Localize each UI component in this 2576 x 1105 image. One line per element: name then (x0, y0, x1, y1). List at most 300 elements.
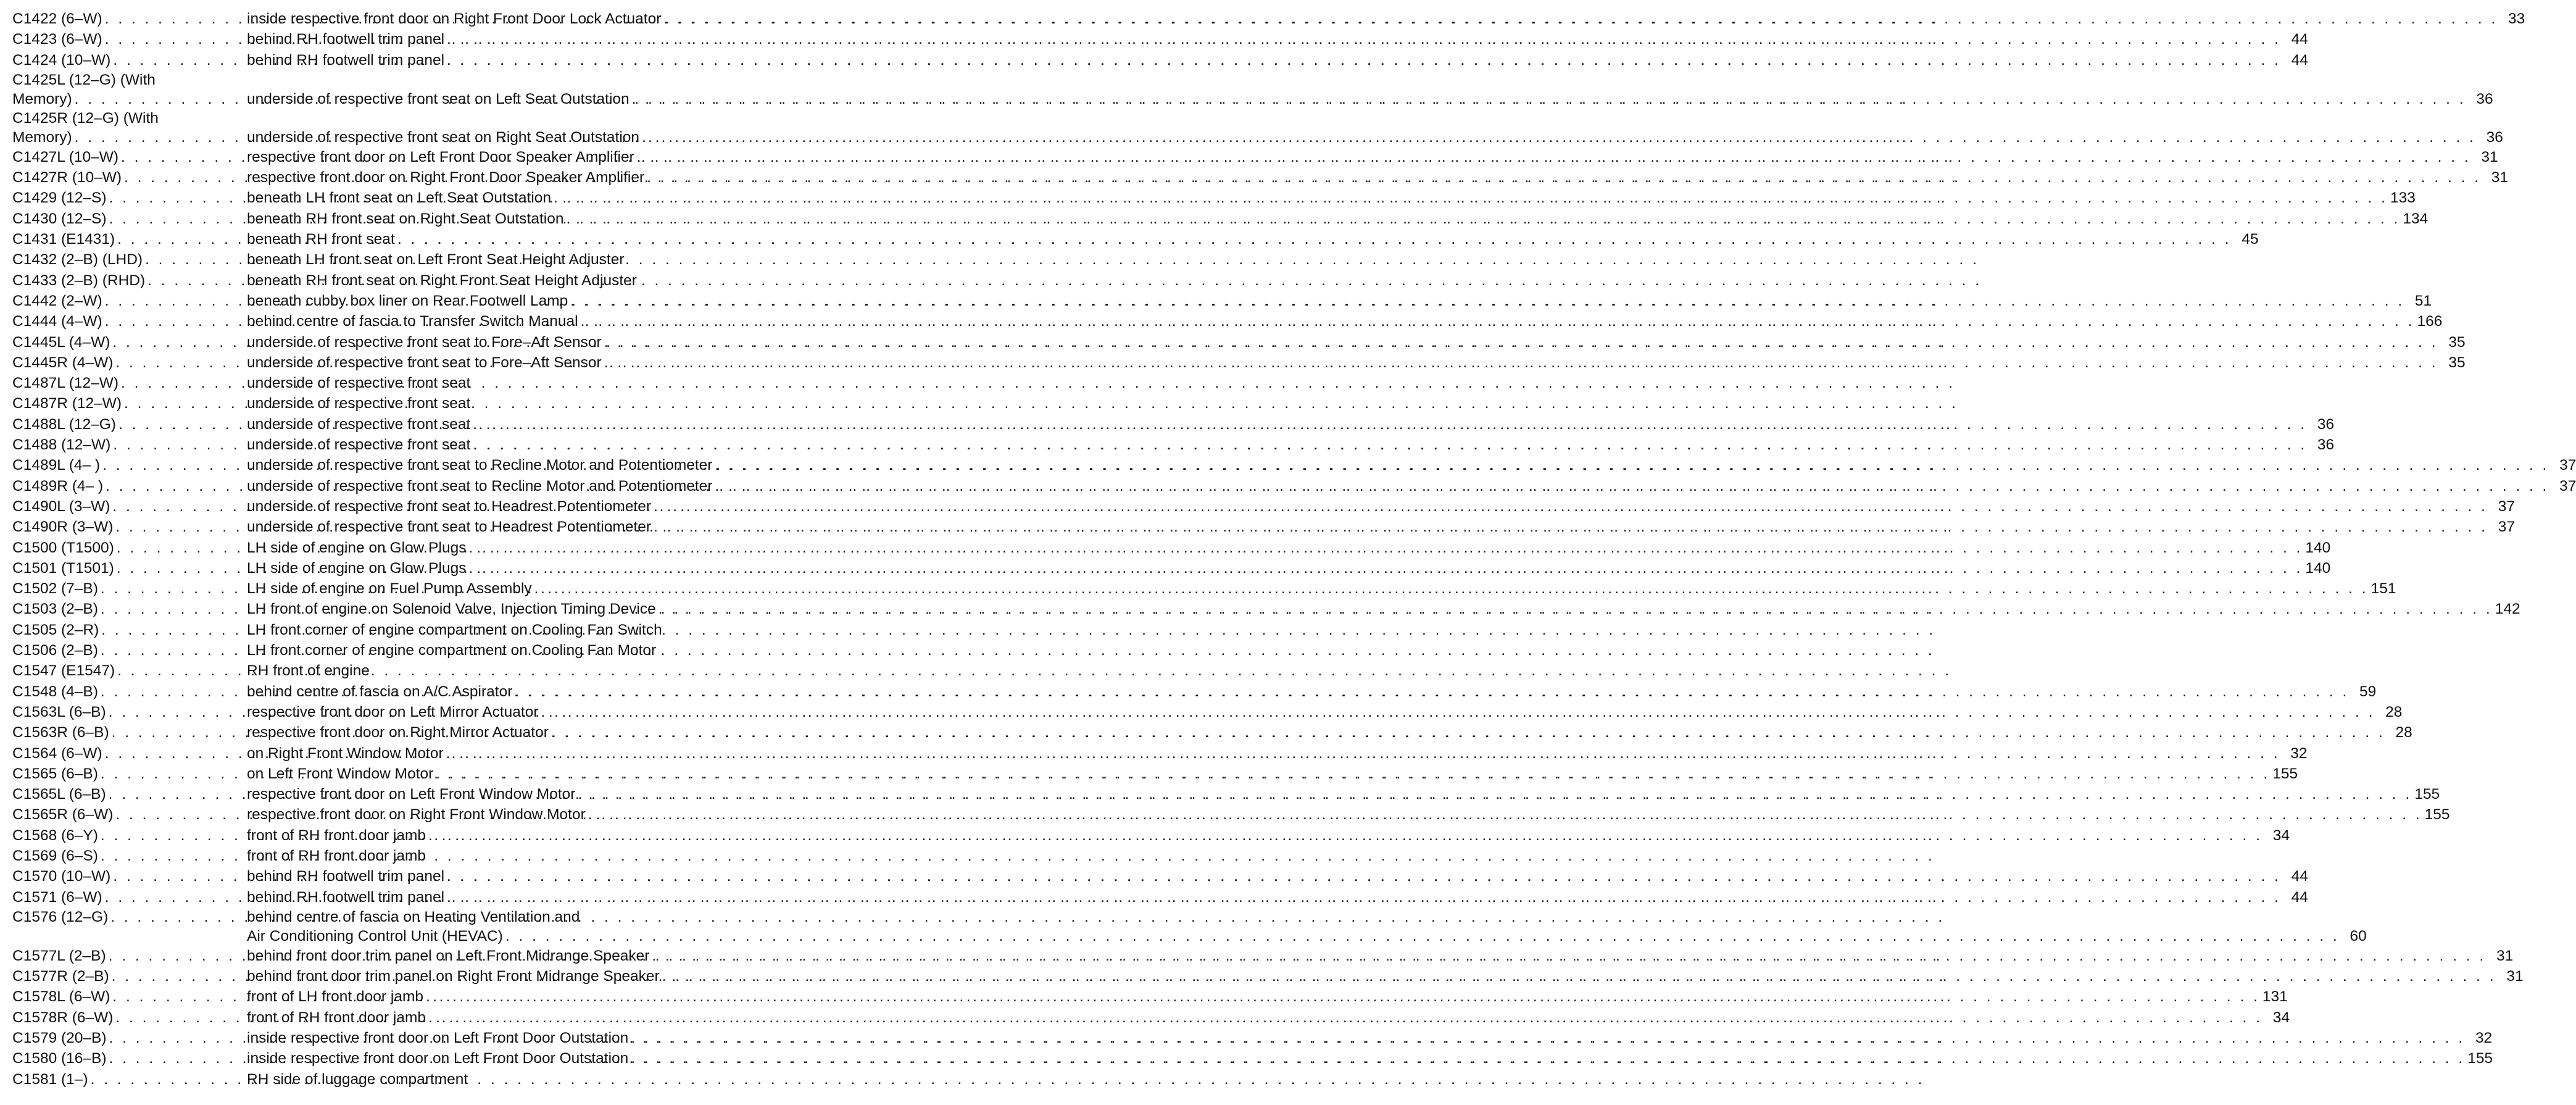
location-text: respective front door on Right Mirror Actuator (247, 724, 549, 741)
index-row (12, 291, 2432, 311)
location-text: behind RH footwell trim panel (247, 868, 445, 885)
location-line (247, 517, 2515, 537)
location-line (247, 1007, 2290, 1028)
connector-line (12, 966, 247, 986)
location-column (247, 393, 802, 414)
location-column (247, 907, 2367, 946)
connector-id: C1579 (20–B) (12, 1030, 107, 1047)
index-row (12, 620, 802, 640)
location-column (247, 229, 2259, 249)
index-row (12, 743, 2308, 764)
dot-leader (588, 804, 2422, 825)
location-column (247, 29, 2308, 49)
location-line (247, 846, 802, 866)
page-number: 155 (2272, 765, 2298, 782)
location-column (247, 558, 2330, 578)
location-text: beneath LH front seat on Left Seat Outstation (247, 190, 552, 207)
connector-line (12, 373, 247, 393)
location-line (247, 229, 2259, 249)
location-text: underside of respective front seat to Recline Motor and Potentiometer (247, 477, 713, 494)
location-text: respective front door on Right Front Door Speaker Amplifier (247, 169, 645, 186)
connector-id: C1506 (2–B) (12, 642, 98, 659)
index-row (12, 966, 2524, 986)
index-row (12, 435, 2335, 455)
location-line (247, 620, 802, 640)
index-row (12, 517, 2515, 537)
connector-line (12, 188, 247, 208)
index-row (12, 311, 2443, 332)
connector-column (12, 907, 247, 927)
connector-column (12, 866, 247, 886)
connector-line (12, 743, 247, 764)
location-line (247, 9, 2525, 29)
location-column (247, 167, 2508, 188)
dot-leader (541, 702, 2375, 722)
connector-id: C1503 (2–B) (12, 601, 98, 618)
connector-id: C1430 (12–S) (12, 210, 107, 227)
page-number: 131 (2262, 988, 2288, 1006)
location-column (247, 866, 2308, 886)
location-column (247, 352, 2466, 373)
location-line (247, 1028, 2492, 1048)
location-text: front of RH front door jamb (247, 1009, 426, 1026)
connector-line (12, 846, 247, 866)
dot-leader (654, 496, 2488, 517)
connector-column (12, 188, 247, 208)
connector-line (12, 907, 247, 927)
page-number: 59 (2359, 683, 2377, 700)
connector-column (12, 846, 247, 866)
location-line (247, 167, 2508, 188)
index-row (12, 476, 2576, 496)
index-row (12, 455, 2576, 475)
page-number: 33 (2508, 10, 2525, 27)
dot-leader (652, 946, 2486, 966)
dot-leader (428, 1007, 2262, 1028)
connector-id: C1547 (E1547) (12, 662, 115, 680)
location-text: behind RH footwell trim panel (247, 31, 445, 48)
location-line (247, 866, 2308, 886)
location-column (247, 249, 802, 270)
location-text-continued: Air Conditioning Control Unit (HEVAC) (247, 927, 503, 944)
connector-column (12, 661, 247, 681)
index-row (12, 393, 802, 414)
connector-column (12, 352, 247, 373)
connector-column (12, 29, 247, 49)
connector-column (12, 804, 247, 825)
index-row (12, 866, 2308, 886)
connector-column (12, 9, 247, 29)
connector-line (12, 50, 247, 70)
connector-id: C1577L (2–B) (12, 947, 106, 964)
dot-leader (426, 986, 2260, 1007)
location-column (247, 70, 2493, 109)
connector-column (12, 620, 247, 640)
connector-line (12, 764, 247, 784)
page-number: 32 (2290, 744, 2308, 762)
connector-line (12, 804, 247, 825)
page-number: 37 (2559, 457, 2576, 474)
connector-column (12, 332, 247, 352)
location-line (247, 496, 2515, 517)
connector-id: C1432 (2–B) (LHD) (12, 251, 143, 269)
location-column (247, 414, 2334, 435)
location-column (247, 946, 2513, 966)
connector-line (12, 946, 247, 966)
location-column (247, 1007, 2290, 1028)
index-row (12, 804, 2450, 825)
dot-leader (663, 9, 2498, 29)
location-column (247, 517, 2515, 537)
location-line (247, 476, 2576, 496)
connector-id: C1565L (6–B) (12, 786, 106, 803)
location-column (247, 332, 2466, 352)
index-row (12, 946, 2514, 966)
location-text: RH side of luggage compartment (247, 1070, 468, 1088)
dot-leader (551, 722, 2385, 743)
page-number: 155 (2424, 806, 2450, 824)
location-column (247, 578, 2396, 599)
dot-leader (570, 291, 2404, 311)
location-line (247, 804, 2450, 825)
location-line (247, 640, 802, 661)
connector-id: C1487R (12–W) (12, 395, 122, 412)
index-row (12, 496, 2515, 517)
connector-id: C1490L (3–W) (12, 498, 110, 515)
location-line (247, 270, 802, 291)
connector-column (12, 1028, 247, 1048)
connector-line (12, 1048, 247, 1069)
connector-column (12, 476, 247, 496)
index-row (12, 1048, 2493, 1069)
connector-line (12, 414, 247, 435)
location-text: underside of respective front seat (247, 395, 471, 412)
connector-id: C1548 (4–B) (12, 683, 98, 700)
connector-line (12, 249, 247, 270)
connector-column (12, 722, 247, 743)
connector-line (12, 682, 247, 702)
page-number: 142 (2495, 601, 2520, 618)
location-line (247, 907, 2367, 927)
page-number: 36 (2317, 436, 2335, 454)
location-line (247, 682, 2376, 702)
connector-id: C1564 (6–W) (12, 744, 102, 762)
page-number: 134 (2403, 210, 2429, 227)
location-column (247, 599, 2520, 619)
location-line (247, 743, 2308, 764)
index-row (12, 722, 2412, 743)
dot-leader (659, 599, 2493, 619)
location-text: respective front door on Left Front Window Motor (247, 786, 576, 803)
connector-id: C1578L (6–W) (12, 988, 110, 1006)
page-number: 44 (2291, 31, 2308, 48)
location-column (247, 476, 2576, 496)
dot-leader (578, 784, 2412, 804)
connector-line (12, 866, 247, 886)
index-row (12, 209, 2429, 229)
connector-id: C1563R (6–B) (12, 724, 109, 741)
dot-leader (554, 188, 2388, 208)
connector-line (12, 599, 247, 619)
page-number: 28 (2385, 703, 2403, 720)
connector-id: C1577R (2–B) (12, 968, 109, 985)
index-row (12, 986, 2288, 1007)
page-number: 28 (2395, 724, 2412, 741)
connector-line (12, 90, 247, 109)
connector-id: C1445L (4–W) (12, 333, 110, 351)
dot-leader (632, 90, 2466, 109)
location-text: behind RH footwell trim panel (247, 888, 445, 906)
page-number: 44 (2291, 868, 2308, 885)
connector-line (12, 352, 247, 373)
location-text: behind centre of fascia on Heating Ventilation and (247, 908, 580, 925)
connector-id: C1431 (E1431) (12, 231, 115, 248)
connector-line (12, 109, 247, 128)
connector-column (12, 558, 247, 578)
location-column (247, 640, 802, 661)
location-column (247, 109, 2503, 147)
index-row (12, 249, 802, 270)
index-row (12, 538, 2331, 558)
connector-column (12, 599, 247, 619)
index-row (12, 167, 2509, 188)
connector-line (12, 517, 247, 537)
location-column (247, 538, 2330, 558)
index-row (12, 784, 2440, 804)
dot-leader (631, 1048, 2465, 1069)
location-text: beneath RH front seat on Right Front Seat Height Adjuster (247, 272, 637, 289)
connector-id: C1569 (6–S) (12, 847, 98, 864)
dot-leader (515, 682, 2349, 702)
location-column (247, 620, 802, 640)
connector-id: C1565 (6–B) (12, 765, 98, 782)
index-row (12, 702, 2403, 722)
connector-column (12, 147, 247, 167)
location-line (247, 414, 2334, 435)
connector-line (12, 578, 247, 599)
location-column (247, 1069, 802, 1090)
dot-leader (642, 128, 2476, 147)
location-text: underside of respective front seat to Headrest Potentiometer (247, 519, 652, 536)
connector-line (12, 70, 247, 90)
connector-id: C1425R (12–G) (With (12, 109, 159, 127)
connector-column (12, 578, 247, 599)
connector-column (12, 538, 247, 558)
dot-leader (447, 50, 2281, 70)
page-number: 36 (2476, 90, 2493, 107)
location-text: underside of respective front seat to Fore–Aft Sensor (247, 333, 602, 351)
location-line (247, 393, 802, 414)
location-line (247, 435, 2334, 455)
location-line (247, 128, 2503, 147)
connector-location-index (12, 9, 2576, 1090)
location-column (247, 147, 2498, 167)
location-text: inside respective front door on Left Front Door Outstation (247, 1030, 629, 1047)
connector-id: C1505 (2–R) (12, 621, 99, 638)
index-row (12, 188, 2416, 208)
page-number: 155 (2414, 786, 2440, 803)
connector-column (12, 743, 247, 764)
location-text: RH front of engine (247, 662, 370, 680)
connector-id: C1489L (4– ) (12, 457, 101, 474)
dot-leader (447, 887, 2281, 907)
connector-id: C1571 (6–W) (12, 888, 102, 906)
index-row (12, 414, 2335, 435)
connector-id: C1422 (6–W) (12, 10, 102, 27)
location-text: LH front of engine on Solenoid Valve, Injection Timing Device (247, 601, 656, 618)
connector-id: C1565R (6–W) (12, 806, 114, 824)
location-column (247, 188, 2416, 208)
connector-line (12, 722, 247, 743)
connector-column (12, 682, 247, 702)
index-row (12, 9, 2525, 29)
dot-leader (473, 414, 2307, 435)
location-text: front of RH front door jamb (247, 827, 426, 844)
location-column (247, 435, 2334, 455)
location-text: LH front corner of engine compartment on Cooling Fan Switch (247, 621, 662, 638)
location-line (247, 966, 2524, 986)
location-line (247, 1069, 802, 1090)
connector-id: C1490R (3–W) (12, 519, 114, 536)
location-column (247, 887, 2308, 907)
connector-column (12, 249, 247, 270)
dot-leader (604, 352, 2438, 373)
connector-line (12, 702, 247, 722)
location-line (247, 90, 2493, 109)
connector-id: C1580 (16–B) (12, 1050, 107, 1067)
location-column (247, 661, 802, 681)
page-number: 36 (2486, 128, 2503, 146)
connector-id: C1578R (6–W) (12, 1009, 114, 1026)
connector-id: C1425L (12–G) (With (12, 71, 156, 88)
page-number: 34 (2272, 827, 2290, 844)
location-column (247, 825, 2290, 846)
connector-column (12, 50, 247, 70)
connector-line (12, 455, 247, 475)
connector-line (12, 291, 247, 311)
location-column (247, 743, 2308, 764)
location-line (247, 927, 2367, 946)
connector-column (12, 1069, 247, 1090)
location-line (247, 147, 2498, 167)
location-line (247, 29, 2308, 49)
location-line (247, 209, 2428, 229)
index-row (12, 825, 2290, 846)
location-line (247, 599, 2520, 619)
page-number: 44 (2291, 51, 2308, 69)
connector-id: C1424 (10–W) (12, 51, 111, 69)
page-number: 32 (2475, 1030, 2493, 1047)
location-column (247, 455, 2576, 475)
dot-leader (447, 29, 2281, 49)
page-number: 37 (2498, 498, 2515, 515)
location-text: on Right Front Window Motor (247, 744, 444, 762)
index-row (12, 640, 802, 661)
index-row (12, 1028, 2493, 1048)
location-column (247, 1048, 2493, 1069)
connector-line (12, 476, 247, 496)
connector-column (12, 946, 247, 966)
page-number: 140 (2305, 559, 2331, 577)
location-line (247, 661, 802, 681)
location-text: respective front door on Left Front Door Speaker Amplifier (247, 148, 634, 165)
dot-leader (534, 578, 2369, 599)
connector-column (12, 966, 247, 986)
connector-column (12, 373, 247, 393)
dot-leader (581, 311, 2415, 332)
connector-line (12, 558, 247, 578)
connector-line (12, 9, 247, 29)
location-column (247, 209, 2428, 229)
connector-id: C1487L (12–W) (12, 375, 119, 392)
location-column (247, 9, 2525, 29)
location-text: underside of respective front seat to Recline Motor and Potentiometer (247, 457, 713, 474)
page-number: 155 (2467, 1050, 2493, 1067)
location-line (247, 702, 2402, 722)
location-column (247, 311, 2442, 332)
location-text: LH side of engine on Glow Plugs (247, 539, 467, 556)
location-text: on Left Front Window Motor (247, 765, 434, 782)
connector-id: C1427R (10–W) (12, 169, 122, 186)
connector-column (12, 435, 247, 455)
connector-column (12, 887, 247, 907)
location-text: respective front door on Left Mirror Actuator (247, 703, 539, 720)
connector-line (12, 229, 247, 249)
connector-column (12, 702, 247, 722)
connector-column (12, 1007, 247, 1028)
connector-id: C1570 (10–W) (12, 868, 111, 885)
connector-id: C1427L (10–W) (12, 148, 119, 165)
connector-id: C1502 (7–B) (12, 580, 98, 598)
location-text: front of RH front door jamb (247, 847, 426, 864)
dot-leader (637, 147, 2471, 167)
location-text: underside of respective front seat (247, 436, 471, 454)
index-row (12, 147, 2498, 167)
connector-column (12, 229, 247, 249)
location-text: behind front door trim panel on Left Front Midrange Speaker (247, 947, 650, 964)
connector-line (12, 311, 247, 332)
connector-id: C1489R (4– ) (12, 477, 104, 494)
index-row (12, 661, 802, 681)
location-line (247, 784, 2440, 804)
connector-column (12, 825, 247, 846)
connector-line (12, 640, 247, 661)
connector-line (12, 435, 247, 455)
connector-line (12, 496, 247, 517)
page-number: 151 (2370, 580, 2396, 598)
connector-column (12, 70, 247, 109)
connector-line (12, 986, 247, 1007)
connector-id-continued: Memory) (12, 90, 72, 107)
location-column (247, 722, 2412, 743)
connector-id: C1442 (2–W) (12, 292, 102, 309)
location-text: beneath cubby box liner on Rear Footwell Lamp (247, 292, 568, 309)
location-column (247, 702, 2402, 722)
location-text: beneath LH front seat on Left Front Seat Height Adjuster (247, 251, 625, 269)
location-line (247, 558, 2330, 578)
location-column (247, 846, 802, 866)
location-text: behind centre of fascia to Transfer Switch Manual (247, 313, 578, 330)
index-row (12, 846, 802, 866)
location-text: beneath RH front seat on Right Seat Outstation (247, 210, 564, 227)
dot-leader (473, 435, 2307, 455)
location-text: inside respective front door on Left Front Door Outstation (247, 1050, 629, 1067)
location-text: LH side of engine on Glow Plugs (247, 559, 467, 577)
index-row (12, 578, 2396, 599)
page-number: 31 (2496, 947, 2514, 964)
connector-column (12, 764, 247, 784)
dot-leader (631, 1028, 2465, 1048)
